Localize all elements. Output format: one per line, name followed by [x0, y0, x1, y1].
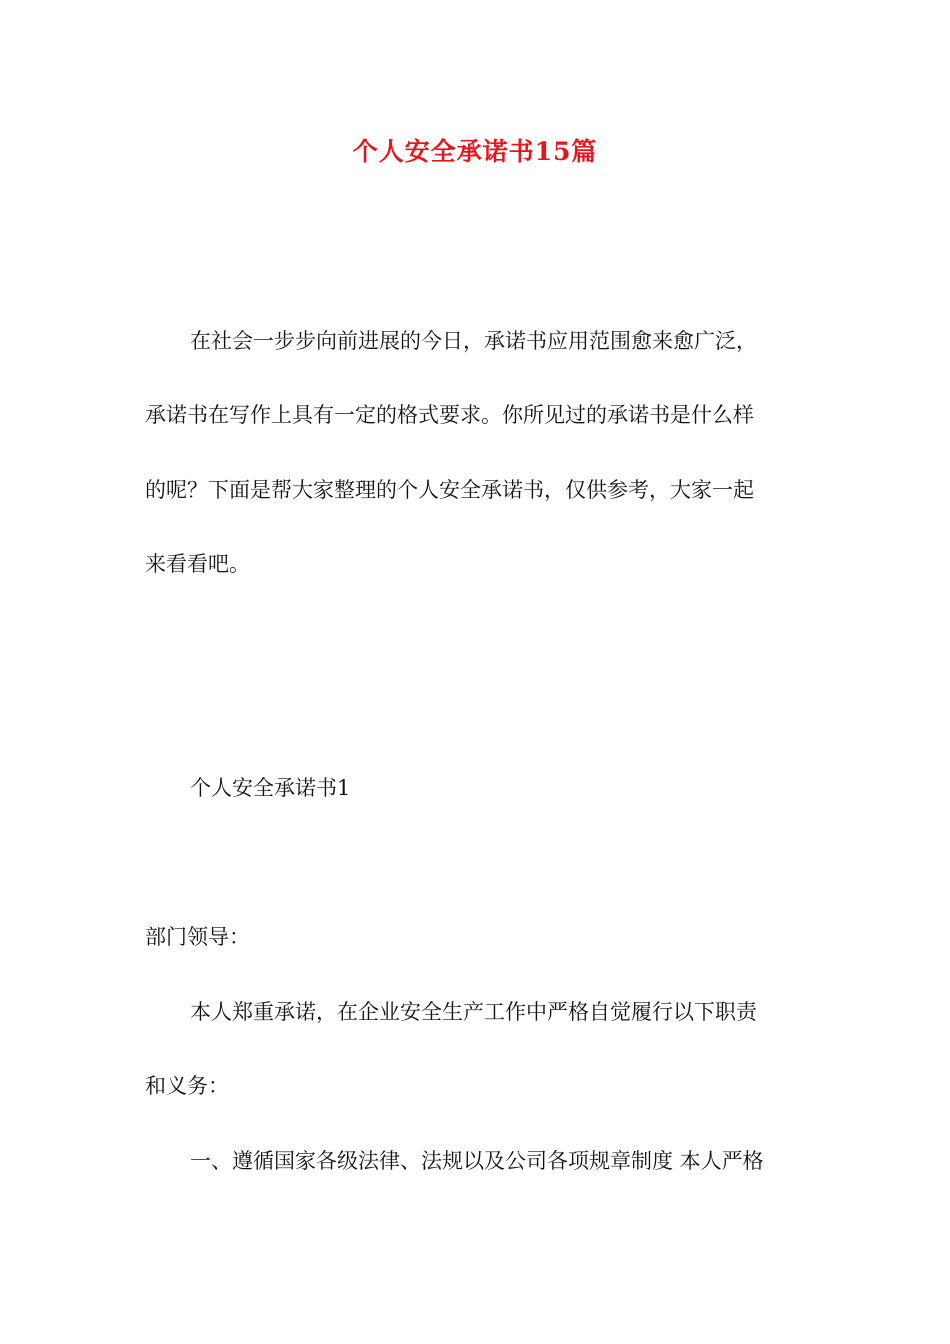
body-line-2: 和义务：: [145, 1074, 229, 1098]
body-line-1: 本人郑重承诺，在企业安全生产工作中严格自觉履行以下职责: [190, 1000, 757, 1024]
intro-line-3: 的呢？下面是帮大家整理的个人安全承诺书，仅供参考，大家一起: [145, 478, 754, 502]
salutation: 部门领导：: [145, 925, 250, 949]
intro-line-2: 承诺书在写作上具有一定的格式要求。你所见过的承诺书是什么样: [145, 403, 754, 427]
section-heading: 个人安全承诺书1: [190, 776, 351, 800]
body-line-3: 一、遵循国家各级法律、法规以及公司各项规章制度 本人严格: [190, 1149, 764, 1173]
intro-line-1: 在社会一步步向前进展的今日，承诺书应用范围愈来愈广泛，: [190, 329, 757, 353]
intro-line-4: 来看看吧。: [145, 552, 250, 576]
document-title: 个人安全承诺书15篇: [352, 137, 598, 166]
